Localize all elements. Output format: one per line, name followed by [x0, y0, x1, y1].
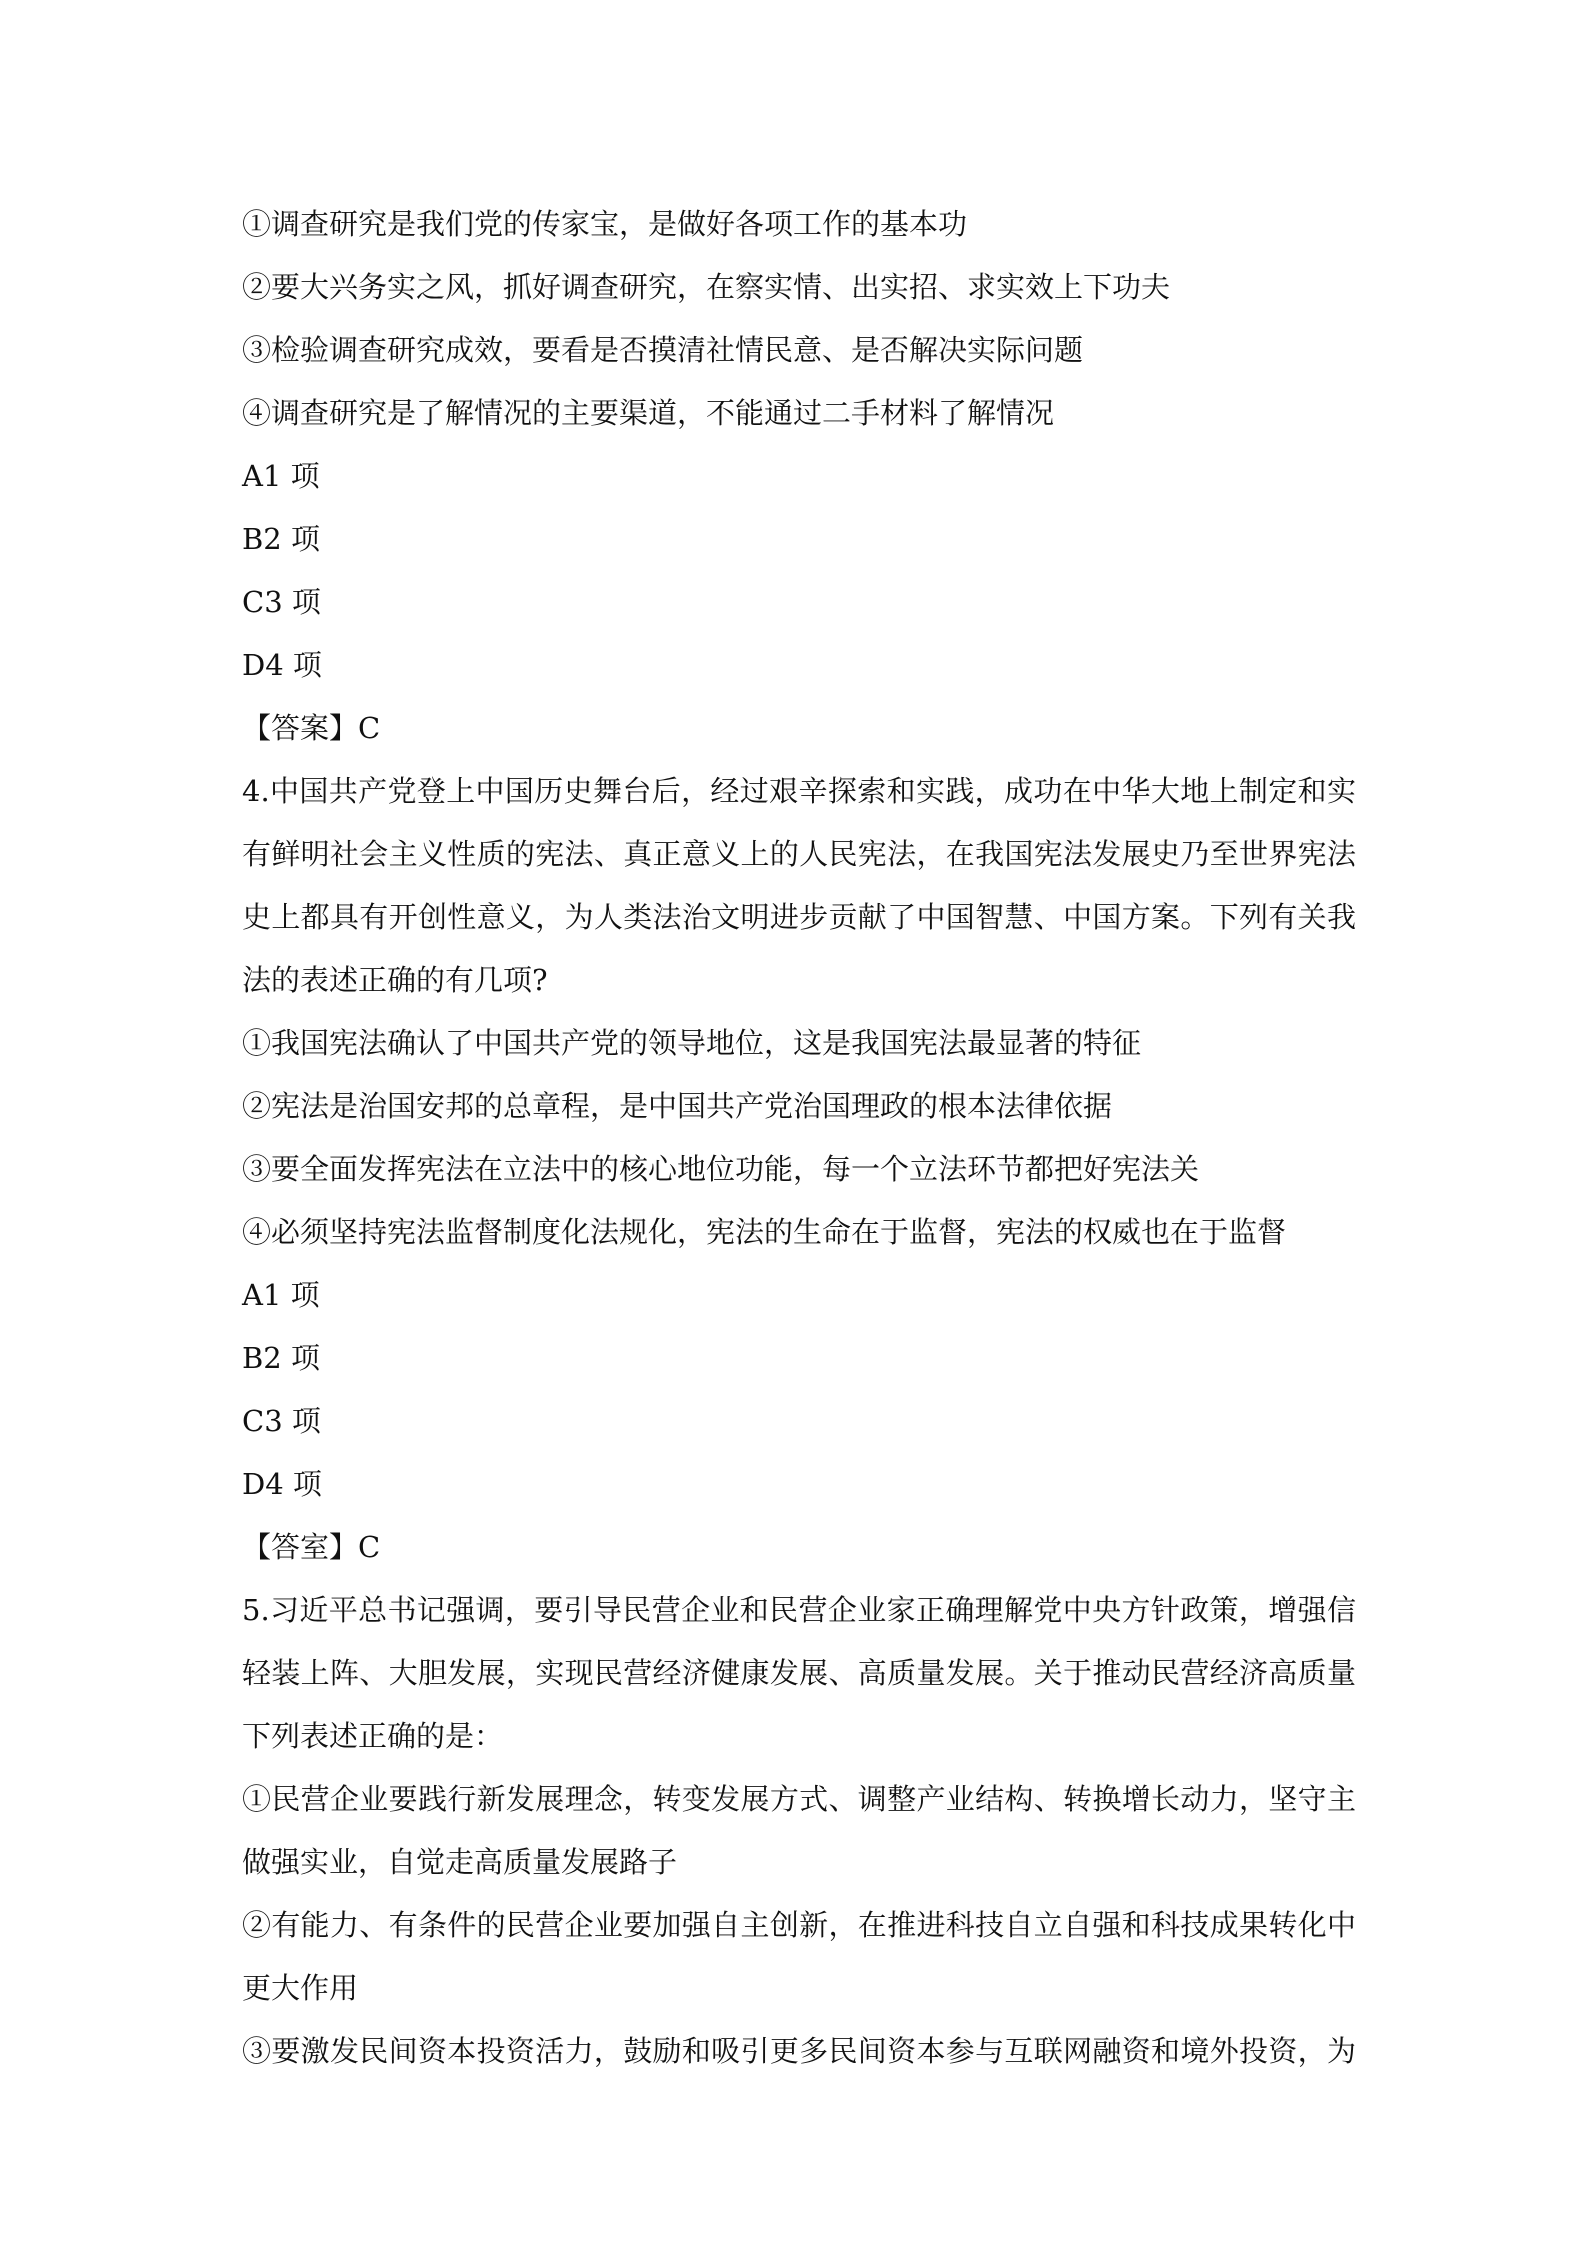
q4-stem-line-1: 4.中国共产党登上中国历史舞台后，经过艰辛探索和实践，成功在中华大地上制定和实	[242, 774, 1356, 808]
q5-stem-line-1: 5.习近平总书记强调，要引导民营企业和民营企业家正确理解党中央方针政策，增强信	[242, 1593, 1356, 1627]
q5-statement-1-line-1: ①民营企业要践行新发展理念，转变发展方式、调整产业结构、转换增长动力，坚守主	[242, 1782, 1356, 1816]
q3-statement-1: ①调查研究是我们党的传家宝，是做好各项工作的基本功	[242, 207, 968, 241]
q5-statement-1-line-2: 做强实业，自觉走高质量发展路子	[242, 1845, 678, 1879]
q4-statement-2: ②宪法是治国安邦的总章程，是中国共产党治国理政的根本法律依据	[242, 1089, 1113, 1123]
q4-option-c: C3 项	[242, 1404, 321, 1438]
q4-statement-4: ④必须坚持宪法监督制度化法规化，宪法的生命在于监督，宪法的权威也在于监督	[242, 1215, 1287, 1249]
q3-statement-3: ③检验调查研究成效，要看是否摸清社情民意、是否解决实际问题	[242, 333, 1084, 367]
q4-stem-line-2: 有鲜明社会主义性质的宪法、真正意义上的人民宪法，在我国宪法发展史乃至世界宪法	[242, 837, 1356, 871]
document-page	[242, 193, 1356, 2083]
q4-stem-line-4: 法的表述正确的有几项?	[242, 963, 548, 997]
q4-stem-line-3: 史上都具有开创性意义，为人类法治文明进步贡献了中国智慧、中国方案。下列有关我	[242, 900, 1356, 934]
q5-statement-2-line-2: 更大作用	[242, 1971, 359, 2005]
q5-stem-line-3: 下列表述正确的是：	[242, 1719, 504, 1753]
q3-option-b: B2 项	[242, 522, 320, 556]
q3-answer: 【答案】C	[242, 711, 381, 745]
q4-statement-3: ③要全面发挥宪法在立法中的核心地位功能，每一个立法环节都把好宪法关	[242, 1152, 1200, 1186]
q3-option-d: D4 项	[242, 648, 322, 682]
q4-option-d: D4 项	[242, 1467, 322, 1501]
q4-statement-1: ①我国宪法确认了中国共产党的领导地位，这是我国宪法最显著的特征	[242, 1026, 1142, 1060]
q5-statement-3-line-1: ③要激发民间资本投资活力，鼓励和吸引更多民间资本参与互联网融资和境外投资，为	[242, 2034, 1356, 2068]
q4-answer: 【答室】C	[242, 1530, 381, 1564]
q5-stem-line-2: 轻装上阵、大胆发展，实现民营经济健康发展、高质量发展。关于推动民营经济高质量	[242, 1656, 1356, 1690]
q3-option-a: A1 项	[242, 459, 320, 493]
q4-option-b: B2 项	[242, 1341, 320, 1375]
q3-option-c: C3 项	[242, 585, 321, 619]
q3-statement-4: ④调查研究是了解情况的主要渠道，不能通过二手材料了解情况	[242, 396, 1055, 430]
q5-statement-2-line-1: ②有能力、有条件的民营企业要加强自主创新，在推进科技自立自强和科技成果转化中	[242, 1908, 1356, 1942]
q3-statement-2: ②要大兴务实之风，抓好调查研究，在察实情、出实招、求实效上下功夫	[242, 270, 1171, 304]
q4-option-a: A1 项	[242, 1278, 320, 1312]
